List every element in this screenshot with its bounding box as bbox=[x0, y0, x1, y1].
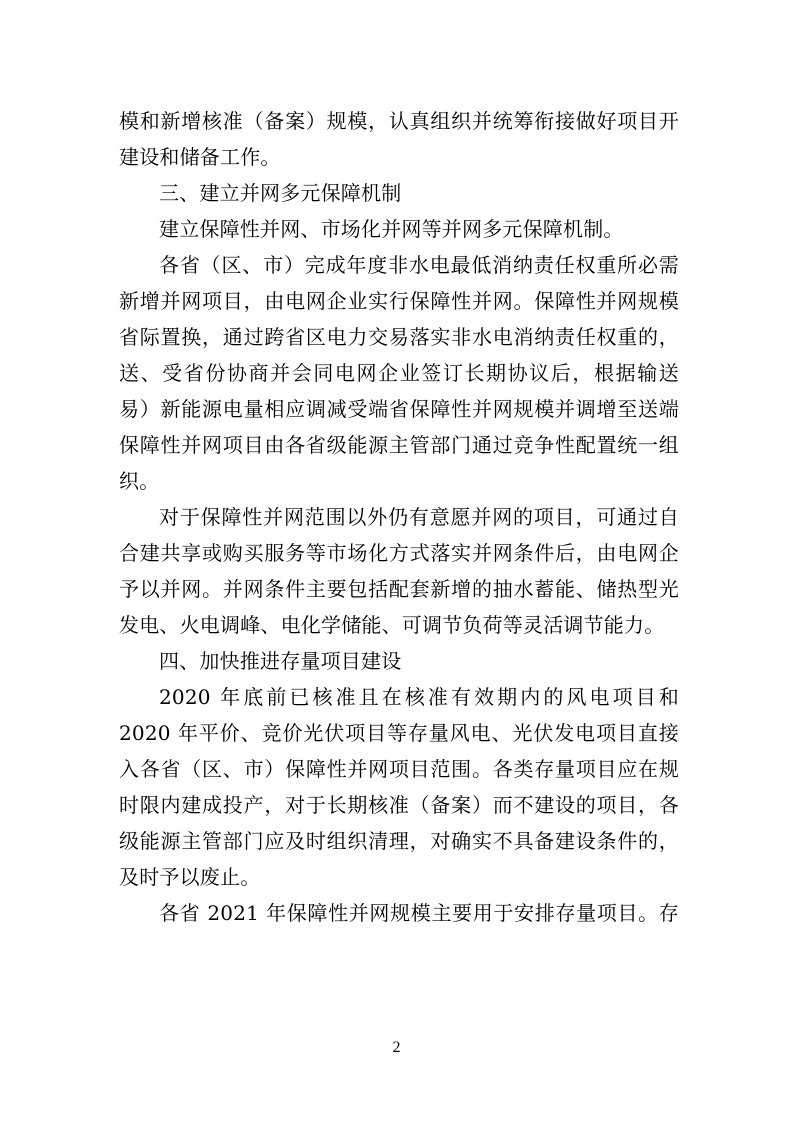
body-line: 合建共享或购买服务等市场化方式落实并网条件后，由电网企 bbox=[119, 541, 679, 565]
body-line: 省际置换，通过跨省区电力交易落实非水电消纳责任权重的， bbox=[119, 325, 679, 349]
body-line: 予以并网。并网条件主要包括配套新增的抽水蓄能、储热型光 bbox=[119, 577, 679, 601]
body-line: 建设和储备工作。 bbox=[119, 145, 281, 169]
body-line: 织。 bbox=[119, 469, 160, 493]
page-number: 2 bbox=[392, 1039, 401, 1056]
document-body bbox=[119, 103, 679, 931]
body-line: 新增并网项目，由电网企业实行保障性并网。保障性并网规模 bbox=[119, 289, 679, 313]
body-line: 易）新能源电量相应调减受端省保障性并网规模并调增至送端 bbox=[119, 397, 679, 421]
body-line: 级能源主管部门应及时组织清理，对确实不具备建设条件的， bbox=[119, 829, 679, 853]
body-line: 建立保障性并网、市场化并网等并网多元保障机制。 bbox=[159, 217, 624, 241]
body-line: 模和新增核准（备案）规模，认真组织并统筹衔接做好项目开 bbox=[119, 109, 679, 133]
body-line: 发电、火电调峰、电化学储能、可调节负荷等灵活调节能力。 bbox=[119, 613, 665, 637]
section-heading: 四、加快推进存量项目建设 bbox=[159, 649, 402, 673]
body-line: 保障性并网项目由各省级能源主管部门通过竞争性配置统一组 bbox=[119, 433, 679, 457]
body-line: 对于保障性并网范围以外仍有意愿并网的项目，可通过自 bbox=[159, 505, 679, 529]
body-line: 时限内建成投产，对于长期核准（备案）而不建设的项目，各 bbox=[119, 793, 679, 817]
body-line: 2020 年底前已核准且在核准有效期内的风电项目和 bbox=[159, 685, 679, 709]
body-line: 及时予以废止。 bbox=[119, 865, 261, 889]
body-line: 入各省（区、市）保障性并网项目范围。各类存量项目应在规 bbox=[119, 757, 679, 781]
section-heading: 三、建立并网多元保障机制 bbox=[159, 181, 402, 205]
body-line: 各省 2021 年保障性并网规模主要用于安排存量项目。存 bbox=[159, 901, 679, 925]
body-line: 送、受省份协商并会同电网企业签订长期协议后，根据输送 bbox=[119, 361, 679, 385]
body-line: 2020 年平价、竞价光伏项目等存量风电、光伏发电项目直接 bbox=[119, 721, 679, 745]
body-line: 各省（区、市）完成年度非水电最低消纳责任权重所必需 bbox=[159, 253, 679, 277]
